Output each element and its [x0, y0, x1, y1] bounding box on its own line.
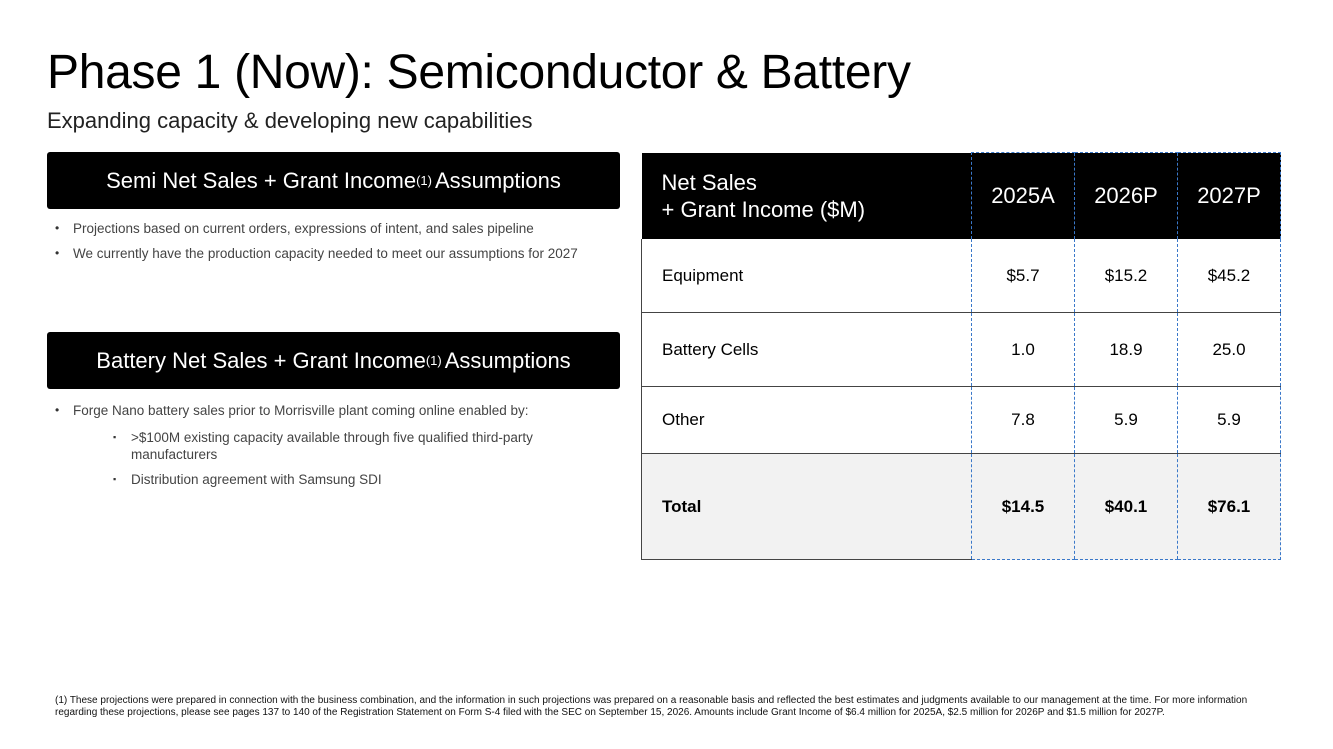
- year-2026p-header: 2026P: [1075, 153, 1178, 240]
- cell-value: $15.2: [1075, 239, 1178, 313]
- battery-bullet-text: Forge Nano battery sales prior to Morrisville plant coming online enabled by:: [73, 403, 529, 418]
- year-2027p-header: 2027P: [1178, 153, 1281, 240]
- row-label: Battery Cells: [642, 313, 972, 387]
- cell-value: $76.1: [1178, 454, 1281, 560]
- sub-list-item: ▪ >$100M existing capacity available through five qualified third-party manufacturers: [113, 429, 600, 463]
- semi-assumptions-list: [55, 220, 600, 270]
- battery-assumptions-list: [55, 402, 600, 496]
- table-total-row: [642, 454, 1281, 560]
- battery-header-suffix: Assumptions: [444, 347, 571, 373]
- projections-table: [641, 152, 1281, 560]
- cell-value: 1.0: [972, 313, 1075, 387]
- semi-header-suffix: Assumptions: [434, 167, 561, 193]
- cell-value: $14.5: [972, 454, 1075, 560]
- cell-value: 5.9: [1075, 387, 1178, 454]
- cell-value: $45.2: [1178, 239, 1281, 313]
- cell-value: $5.7: [972, 239, 1075, 313]
- battery-sub-list: [73, 429, 600, 488]
- row-label: Other: [642, 387, 972, 454]
- semi-assumptions-header: Semi Net Sales + Grant Income (1) Assumptions: [47, 152, 620, 209]
- table-row: [642, 313, 1281, 387]
- list-item: • We currently have the production capacity needed to meet our assumptions for 2027: [55, 245, 600, 262]
- table-header-row: [642, 153, 1281, 240]
- header-line-1: Net Sales: [661, 169, 757, 195]
- page-title: Phase 1 (Now): Semiconductor & Battery: [47, 46, 911, 99]
- footnote: (1) These projections were prepared in connection with the business combination, and the information in such projections was prepared on a reasonable basis and reflected the best estimates and judgments available to our management at the time. For more information regarding these projections, please see pages 137 to 140 of the Registration Statement on Form S-4 filed with the SEC on September 15, 2026. Amounts include Grant Income of $6.4 million for 2025A, $2.5 million for 2026P and $1.5 million for 2027P.: [55, 695, 1248, 718]
- battery-assumptions-header: Battery Net Sales + Grant Income (1) Assumptions: [47, 332, 620, 389]
- sub-list-item: ▪ Distribution agreement with Samsung SDI: [113, 471, 600, 488]
- table-header-label: [642, 153, 972, 240]
- cell-value: $40.1: [1075, 454, 1178, 560]
- year-2025a-header: 2025A: [972, 153, 1075, 240]
- cell-value: 18.9: [1075, 313, 1178, 387]
- table-row: [642, 239, 1281, 313]
- battery-header-title: Battery Net Sales + Grant Income: [96, 347, 426, 373]
- cell-value: 25.0: [1178, 313, 1281, 387]
- cell-value: 7.8: [972, 387, 1075, 454]
- header-line-2: + Grant Income ($M): [661, 196, 866, 222]
- semi-header-title: Semi Net Sales + Grant Income: [106, 167, 417, 193]
- page-subtitle: Expanding capacity & developing new capabilities: [47, 108, 533, 133]
- cell-value: 5.9: [1178, 387, 1281, 454]
- row-label: Total: [642, 454, 972, 560]
- list-item: • Projections based on current orders, expressions of intent, and sales pipeline: [55, 220, 600, 237]
- list-item: [55, 402, 600, 488]
- table-row: [642, 387, 1281, 454]
- row-label: Equipment: [642, 239, 972, 313]
